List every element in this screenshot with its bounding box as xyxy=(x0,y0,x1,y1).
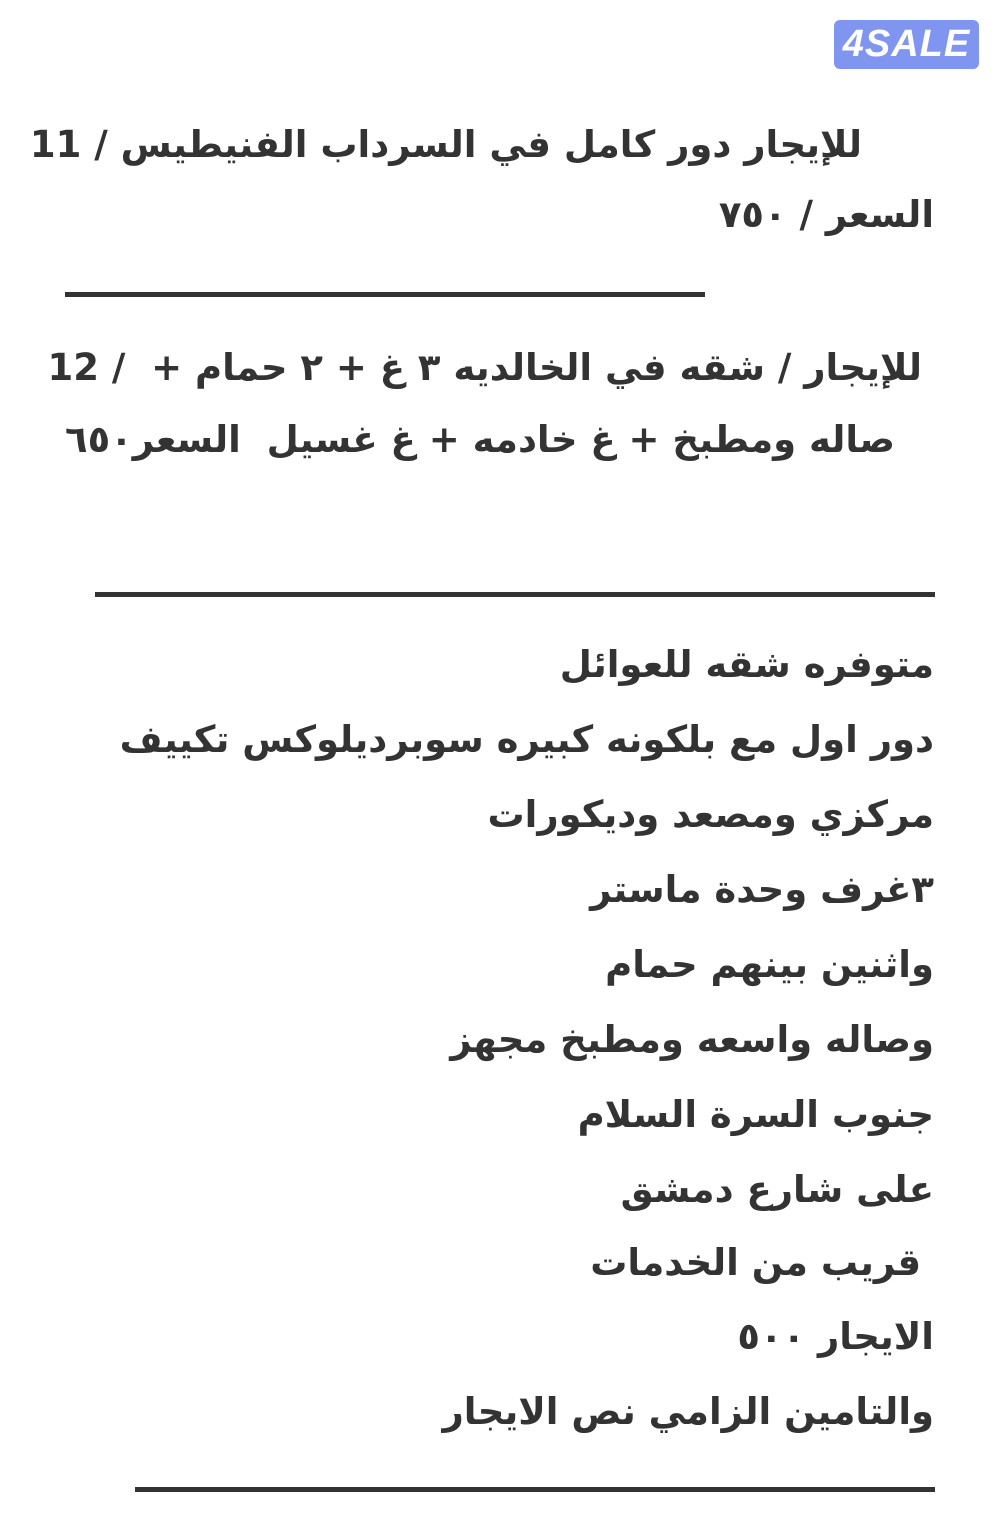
listing-11-title: للإيجار دور كامل في السرداب الفنيطيس / 11 xyxy=(29,123,862,166)
listing-line: والتامين الزامي نص الايجار xyxy=(442,1390,934,1433)
listing-line: دور اول مع بلكونه كبيره سوبرديلوكس تكييف xyxy=(119,718,934,761)
separator xyxy=(95,592,935,597)
listing-line: وصاله واسعه ومطبخ مجهز xyxy=(450,1018,934,1061)
listing-line: قريب من الخدمات xyxy=(590,1241,934,1284)
listing-12-title: للإيجار / شقه في الخالديه ٣ غ + ٢ حمام + / 12 xyxy=(47,346,922,389)
listing-line: مركزي ومصعد وديكورات xyxy=(487,793,934,836)
listing-line: جنوب السرة السلام xyxy=(577,1093,934,1136)
separator xyxy=(135,1487,935,1492)
listing-line: ٣غرف وحدة ماستر xyxy=(590,868,934,911)
separator xyxy=(65,292,705,297)
listing-12-details: صاله ومطبخ + غ خادمه + غ غسيل السعر٦٥٠ xyxy=(64,418,895,461)
listing-11-price: السعر / ٧٥٠ xyxy=(718,193,934,236)
listing-line: متوفره شقه للعوائل xyxy=(559,643,934,686)
4sale-logo: 4SALE xyxy=(834,20,979,69)
listing-line: الايجار ٥٠٠ xyxy=(737,1315,934,1358)
listing-line: على شارع دمشق xyxy=(620,1168,934,1211)
listing-line: واثنين بينهم حمام xyxy=(605,943,934,986)
